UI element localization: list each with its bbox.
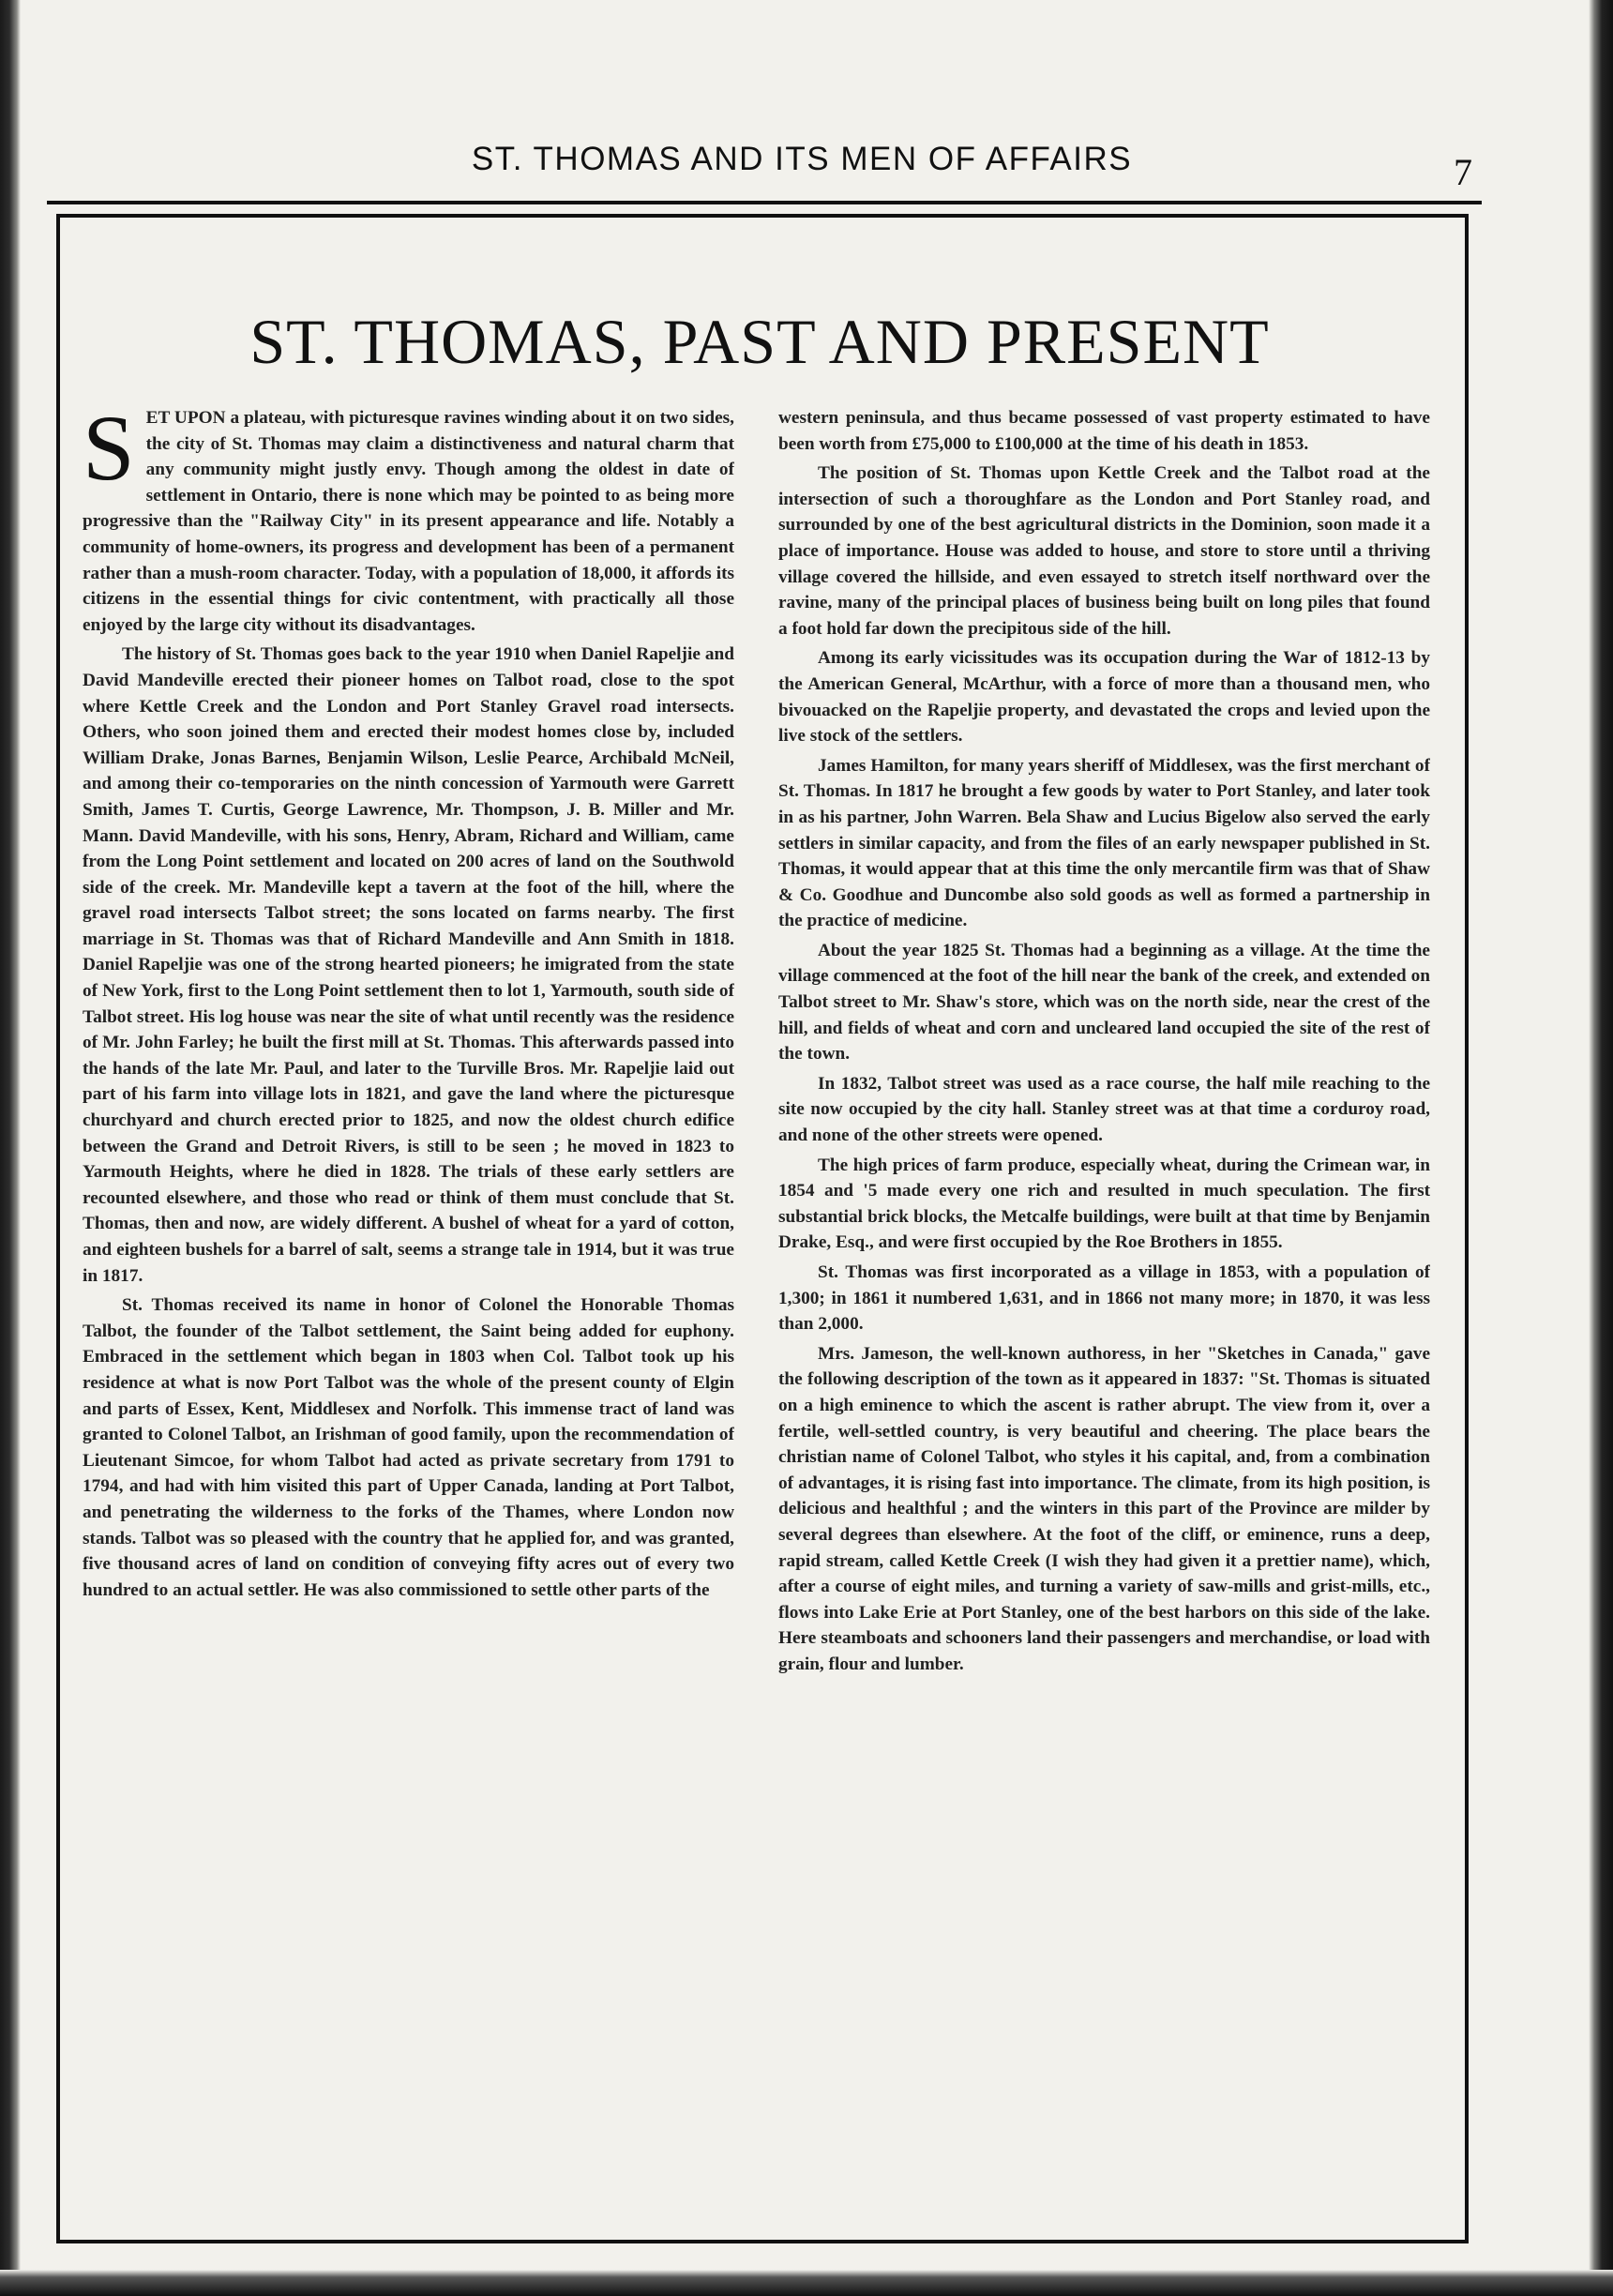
scan-edge-bottom: [0, 2270, 1613, 2296]
paragraph: St. Thomas received its name in honor of Colonel the Honorable Thomas Talbot, the founder of the Talbot settlement, the Saint being added for euphony. Embraced in the settlement which began in 1803 when Col. Talbot took up his residence at what is now Port Talbot was the whole of the present county of Elgin and parts of Essex, Kent, Middlesex and Norfolk. This immense tract of land was granted to Colonel Talbot, an Irishman of good family, upon the recommendation of Lieutenant Simcoe, for whom Talbot had acted as private secretary from 1791 to 1794, and had with him visited this part of Upper Canada, landing at Port Talbot, and penetrating the wilderness to the forks of the Thames, where London now stands. Talbot was so pleased with the country that he applied for, and was granted, five thousand acres of land on condition of conveying fifty acres out of every two hundred to an actual settler. He was also commissioned to settle other parts of the: [83, 1295, 734, 1600]
paragraph: St. Thomas was first incorporated as a village in 1853, with a population of 1,300; in 1861 it numbered 1,631, and in 1866 not many more; in 1870, it was less than 2,000.: [778, 1262, 1430, 1335]
paragraph: Mrs. Jameson, the well-known authoress, in her "Sketches in Canada," gave the following description of the town as it appeared in 1837: "St. Thomas is situated on a high eminence to which the ascent is rather abrupt. The view from it, over a fertile, well-settled country, is very beautiful and cheering. The place bears the christian name of Colonel Talbot, who styles it his capital, and, from a combination of advantages, it is rising fast into importance. The climate, from its high position, is delicious and healthful ; and the winters in this part of the Province are milder by several degrees than elsewhere. At the foot of the cliff, or eminence, runs a deep, rapid stream, called Kettle Creek (I wish they had given it a prettier name), which, after a course of eight miles, and turning a variety of saw-mills and grist-mills, etc., flows into Lake Erie at Port Stanley, one of the best harbors on this side of the lake. Here steamboats and schooners land their passengers and merchandise, or load with grain, flour and lumber.: [778, 1343, 1430, 1674]
article-title: ST. THOMAS, PAST AND PRESENT: [249, 306, 1270, 377]
scan-edge-right: [1589, 0, 1613, 2296]
left-column: [83, 405, 734, 2220]
paragraph: [83, 405, 734, 638]
paragraph: In 1832, Talbot street was used as a race course, the half mile reaching to the site now occupied by the city hall. Stanley street was at that time a corduroy road, and none of the other streets were opened.: [778, 1073, 1430, 1146]
drop-cap: S: [83, 405, 135, 500]
page-number: 7: [1454, 151, 1472, 193]
paragraph: James Hamilton, for many years sheriff of Middlesex, was the first merchant of St. Thomas. In 1817 he brought a few goods by water to Port Stanley, and later took in as his partner, John Warren. Bela Shaw and Lucius Bigelow also served the early settlers in similar capacity, and from the files of an early newspaper published in St. Thomas, it would appear that at this time the only mercantile firm was that of Shaw & Co. Goodhue and Duncombe also sold goods as well as formed a partnership in the practice of medicine.: [778, 755, 1430, 931]
right-column: [778, 405, 1430, 2220]
paragraph: Among its early vicissitudes was its occupation during the War of 1812-13 by the American General, McArthur, with a force of more than a thousand men, who bivouacked on the Rapeljie property, and devastated the crops and levied upon the live stock of the settlers.: [778, 648, 1430, 747]
scan-edge-left: [0, 0, 21, 2296]
header-rule: [47, 201, 1482, 204]
running-head: ST. THOMAS AND ITS MEN OF AFFAIRS: [471, 141, 1133, 177]
paragraph-text: ET UPON a plateau, with picturesque ravines winding about it on two sides, the city of St. Thomas may claim a distinctiveness and natural charm that any community might justly envy. Though among the oldest in date of settlement in Ontario, there is none which may be pointed to as being more progressive than the "Railway City" in its present appearance and life. Notably a community of home-owners, its progress and development has been of a permanent rather than a mush-room character. Today, with a population of 18,000, it affords its citizens in the essential things for civic contentment, with practically all those enjoyed by the large city without its disadvantages.: [83, 408, 734, 635]
paragraph: The high prices of farm produce, especially wheat, during the Crimean war, in 1854 and '5 made every one rich and resulted in much speculation. The first substantial brick blocks, the Metcalfe buildings, were built at that time by Benjamin Drake, Esq., and were first occupied by the Roe Brothers in 1855.: [778, 1155, 1430, 1253]
paragraph: About the year 1825 St. Thomas had a beginning as a village. At the time the village commenced at the foot of the hill near the bank of the creek, and extended on Talbot street to Mr. Shaw's store, which was on the north side, near the crest of the hill, and fields of wheat and corn and uncleared land occupied the site of the rest of the town.: [778, 940, 1430, 1065]
paragraph: The position of St. Thomas upon Kettle Creek and the Talbot road at the intersection of such a thoroughfare as the London and Port Stanley road, and surrounded by one of the best agricultural districts in the Dominion, soon made it a place of importance. House was added to house, and store to store until a thriving village covered the hillside, and even essayed to stretch itself northward over the ravine, many of the principal places of business being built on long piles that found a foot hold far down the precipitous side of the hill.: [778, 463, 1430, 639]
paragraph: western peninsula, and thus became possessed of vast property estimated to have been worth from £75,000 to £100,000 at the time of his death in 1853.: [778, 408, 1430, 454]
paragraph: The history of St. Thomas goes back to the year 1910 when Daniel Rapeljie and David Mandeville erected their pioneer homes on Talbot road, close to the spot where Kettle Creek and the London and Port Stanley Gravel road intersects. Others, who soon joined them and erected their modest homes close by, included William Drake, Jonas Barnes, Benjamin Wilson, Leslie Pearce, Archibald McNeil, and among their co-temporaries on the ninth concession of Yarmouth were Garrett Smith, James T. Curtis, George Lawrence, Mr. Thompson, J. B. Miller and Mr. Mann. David Mandeville, with his sons, Henry, Abram, Richard and William, came from the Long Point settlement and located on 200 acres of land on the Southwold side of the creek. Mr. Mandeville kept a tavern at the foot of the hill, where the gravel road intersects Talbot street; the sons located on farms nearby. The first marriage in St. Thomas was that of Richard Mandeville and Ann Smith in 1818. Daniel Rapeljie was one of the strong hearted pioneers; he imigrated from the state of New York, first to the Long Point settlement then to lot 1, Yarmouth, south side of Talbot street. His log house was near the site of what until recently was the residence of Mr. John Farley; he built the first mill at St. Thomas. This afterwards passed into the hands of the late Mr. Paul, and later to the Turville Bros. Mr. Rapeljie laid out part of his farm into village lots in 1821, and gave the land where the picturesque churchyard and church erected prior to 1825, and now the oldest church edifice between the Grand and Detroit Rivers, is still to be seen ; he moved in 1823 to Yarmouth Heights, where he died in 1828. The trials of these early settlers are recounted elsewhere, and those who read or think of them must conclude that St. Thomas, then and now, are widely different. A bushel of wheat for a yard of cotton, and eighteen bushels for a barrel of salt, seems a strange tale in 1914, but it was true in 1817.: [83, 644, 734, 1286]
